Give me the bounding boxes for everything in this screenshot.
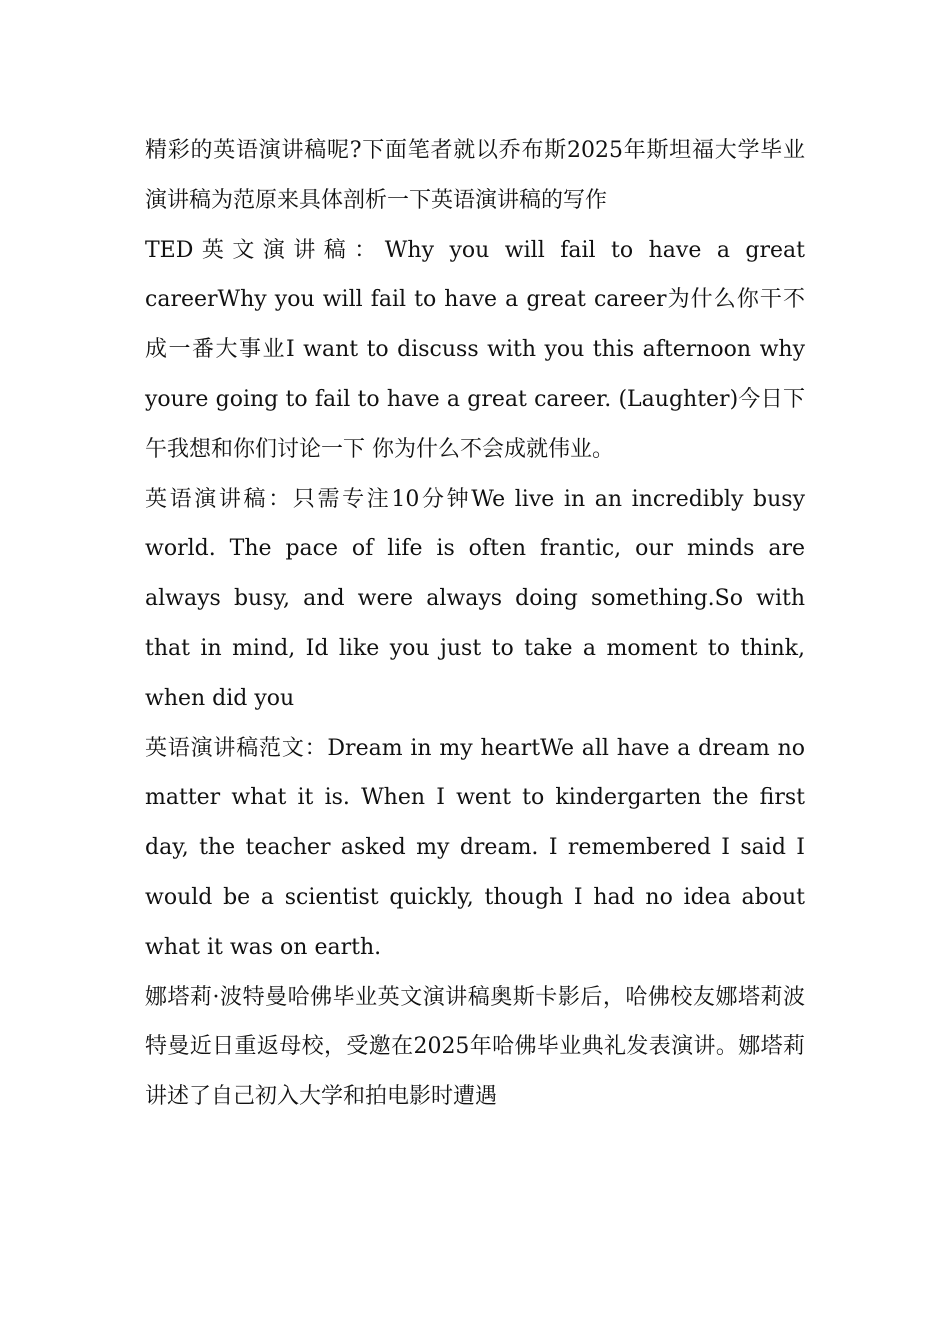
document-body <box>145 126 805 1122</box>
paragraph-focus-speech: 英语演讲稿：只需专注10分钟We live in an incredibly busy world. The pace of life is often frantic, our minds are always busy, and were always doing something.So with that in mind, Id like you just to take a moment to think, when did you <box>145 486 805 711</box>
paragraph-natalie-portman: 娜塔莉·波特曼哈佛毕业英文演讲稿奥斯卡影后，哈佛校友娜塔莉波特曼近日重返母校，受邀在2025年哈佛毕业典礼发表演讲。娜塔莉讲述了自己初入大学和拍电影时遭遇 <box>145 984 805 1110</box>
paragraph-dream-speech: 英语演讲稿范文：Dream in my heartWe all have a dream no matter what it is. When I went to kindergarten the first day, the teacher asked my dream. I remembered I said I would be a scientist quickly, though I had no idea about what it was on earth. <box>145 735 805 960</box>
paragraph-ted-speech: TED英文演讲稿：Why you will fail to have a great careerWhy you will fail to have a great career为什么你干不成一番大事业I want to discuss with you this afternoon why youre going to fail to have a great career. (Laughter)今日下午我想和你们讨论一下 你为什么不会成就伟业。 <box>145 237 805 462</box>
paragraph-intro: 精彩的英语演讲稿呢?下面笔者就以乔布斯2025年斯坦福大学毕业演讲稿为范原来具体剖析一下英语演讲稿的写作 <box>145 138 805 213</box>
